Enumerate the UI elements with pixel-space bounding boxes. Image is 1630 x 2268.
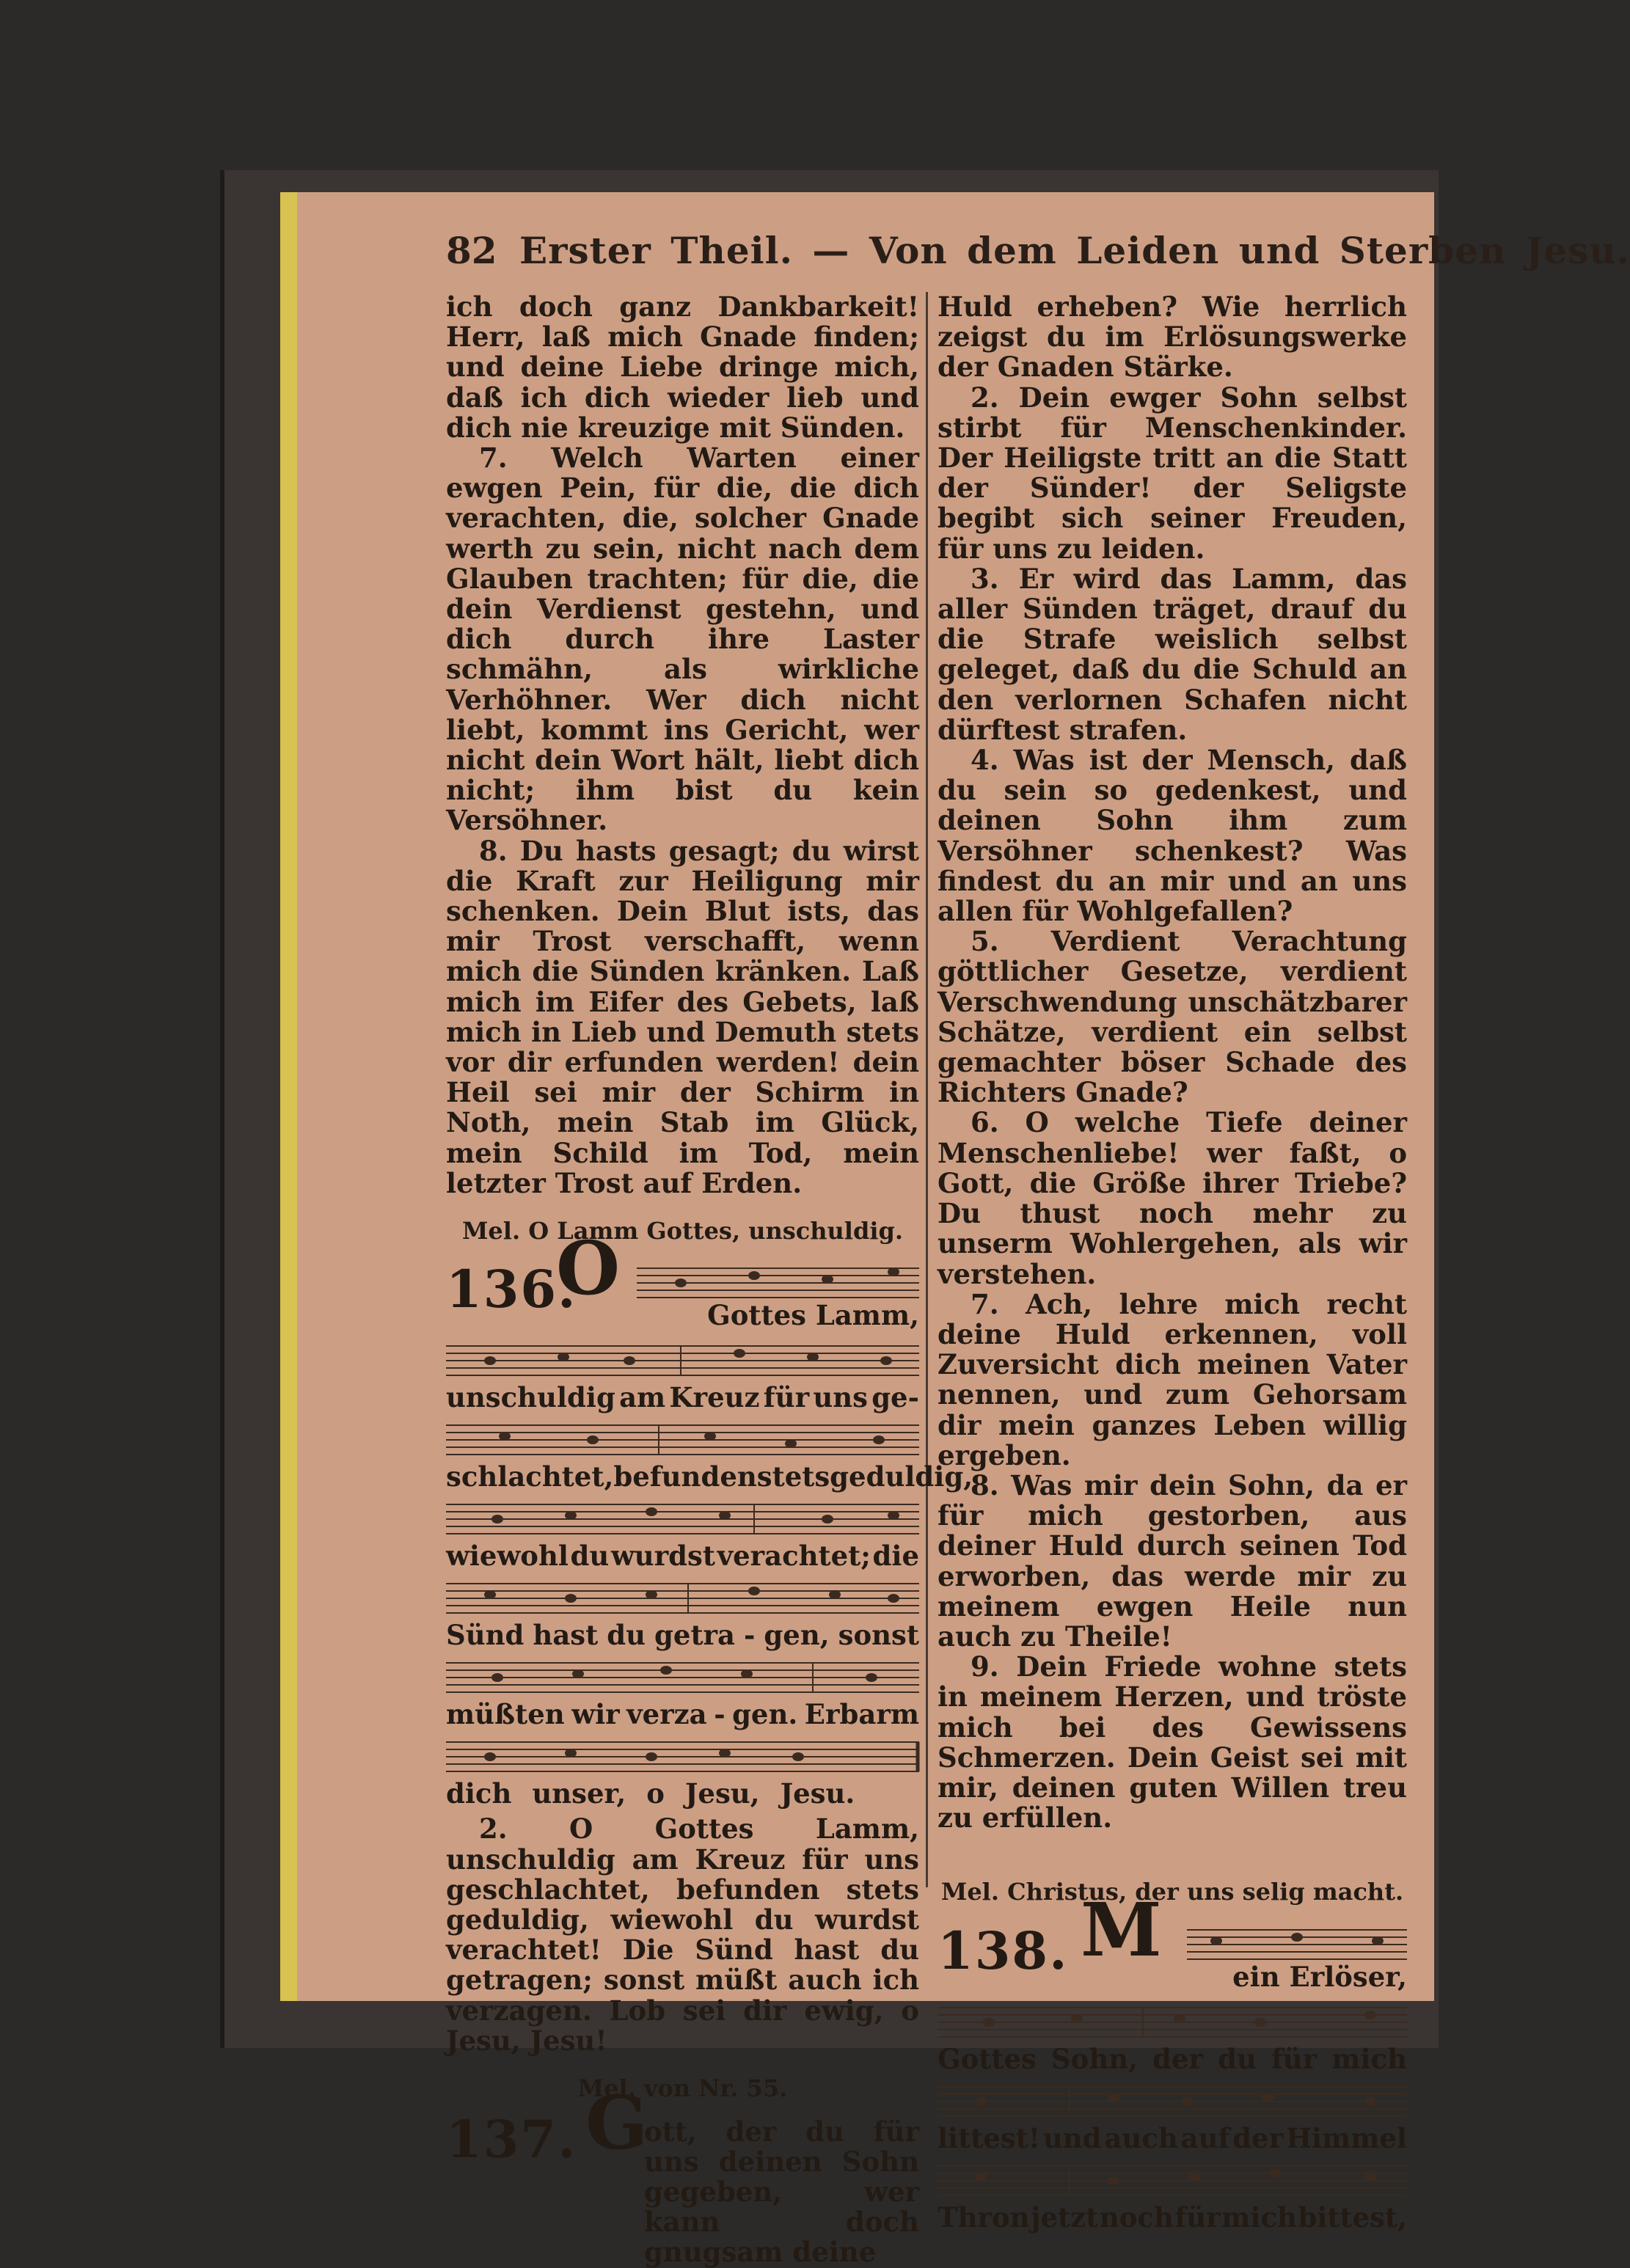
lyric-word: und	[1042, 2121, 1102, 2154]
melody-note-137: Mel. von Nr. 55.	[577, 2074, 788, 2102]
right-column	[938, 292, 1407, 2238]
music-staff	[446, 1424, 919, 1456]
lyric-word: dich	[446, 1777, 512, 1810]
hymn-136-verse-2: 2. O Gottes Lamm, unschuldig am Kreuz für uns geschlachtet, befunden stets geduldig, wiewohl du wurdst verachtet! Die Sünd hast du getragen; sonst müßt auch ich verzagen. Lob sei dir ewig, o Jesu, Jesu!	[446, 1812, 919, 2057]
lyric-word: Gottes	[938, 2042, 1037, 2075]
lyric-line	[446, 1377, 919, 1418]
hymn-number: 138.	[938, 1920, 1069, 1981]
verse-8: 8. Was mir dein Sohn, da er für mich gestorben, aus deiner Huld durch seinen Tod erworben, das werde mir zu meinem ewgen Heile nun auch zu Theile!	[938, 1468, 1407, 1653]
hymn-number: 136.	[446, 1259, 577, 1320]
music-staff	[938, 2006, 1407, 2038]
lyric-line	[446, 1773, 919, 1814]
lyric-word: der	[1152, 2042, 1203, 2075]
lyric-word: gen.	[732, 1698, 798, 1731]
drop-initial: O	[556, 1225, 621, 1312]
verse-8: 8. Du hasts gesagt; du wirst die Kraft zur Heiligung mir schenken. Dein Blut ists, das mir Trost verschafft, wenn mich die Sünden kränken. Laß mich im Eifer des Gebets, laß mich in Lieb und Demuth stets vor dir erfunden werden! dein Heil sei mir der Schirm in Noth, mein Stab im Glück, mein Schild im Tod, mein letzter Trost auf Erden.	[446, 834, 919, 1199]
verse-2: 2. Dein ewger Sohn selbst stirbt für Menschenkinder. Der Heiligste tritt an die Statt der Sünder! der Seligste begibt sich seiner Freuden, für uns zu leiden.	[938, 381, 1407, 565]
hymn-137-text: ott, der du für uns deinen Sohn gegeben, wer kann doch gnugsam deine	[644, 2115, 919, 2268]
lyric-word: -	[744, 1619, 756, 1652]
lyric-word: Jesu.	[780, 1777, 855, 1810]
lyric-word: du	[570, 1540, 610, 1573]
melody-note-136: Mel. O Lamm Gottes, unschuldig.	[462, 1217, 903, 1245]
hymn-lyric: ein Erlöser,	[1232, 1960, 1407, 1993]
lyric-line	[446, 1614, 919, 1656]
running-title: Erster Theil. — Von dem Leiden und Sterben Jesu.	[519, 229, 1630, 272]
lyric-word: mich	[1331, 2042, 1407, 2075]
music-staff	[1187, 1927, 1407, 1962]
lyric-word: für	[1271, 2042, 1317, 2075]
music-staff	[938, 2085, 1407, 2118]
lyric-word: ge-	[871, 1381, 919, 1414]
lyric-line	[938, 2197, 1407, 2238]
lyric-word: -	[714, 1698, 726, 1731]
lyric-word: Jesu,	[684, 1777, 760, 1810]
drop-initial: G	[585, 2079, 648, 2167]
lyric-line	[446, 1456, 973, 1497]
lyric-word: verza	[626, 1698, 707, 1731]
left-column	[446, 290, 973, 2268]
lyric-word: Kreuz	[669, 1381, 760, 1414]
lyric-word: verachtet;	[717, 1540, 871, 1573]
lyric-word: uns	[813, 1381, 868, 1414]
lyric-word: für	[763, 1381, 810, 1414]
hymn-136-score	[446, 1345, 973, 1814]
lyric-word: du	[607, 1619, 646, 1652]
lyric-word: gen,	[764, 1619, 830, 1652]
verse-6: 6. O welche Tiefe deiner Menschenliebe! wer faßt, o Gott, die Größe ihrer Triebe? Du thust noch mehr zu unserm Wohlergehen, als wir verstehen.	[938, 1106, 1407, 1290]
verse-9: 9. Dein Friede wohne stets in meinem Herzen, und tröste mich bei des Gewissens Schmerzen. Dein Geist sei mit mir, deinen guten Willen treu zu erfüllen.	[938, 1650, 1407, 1834]
verse-continuation: Huld erheben? Wie herrlich zeigst du im Erlösungswerke der Gnaden Stärke.	[938, 290, 1407, 384]
music-staff	[446, 1661, 919, 1694]
music-staff	[446, 1582, 919, 1614]
lyric-word: auch	[1104, 2121, 1178, 2154]
lyric-word: littest!	[938, 2121, 1040, 2154]
music-staff	[446, 1741, 919, 1773]
lyric-line	[938, 2038, 1407, 2079]
music-staff	[938, 2165, 1407, 2197]
lyric-word: o	[646, 1777, 665, 1810]
verse-4: 4. Was ist der Mensch, daß du sein so gedenkest, und deinen Sohn ihm zum Versöhner schenkest? Was findest du an mir und an uns allen für Wohlgefallen?	[938, 744, 1407, 928]
lyric-word: müßten	[446, 1698, 565, 1731]
lyric-word: mich	[1221, 2201, 1297, 2234]
lyric-word: getra	[654, 1619, 736, 1652]
lyric-word: am	[619, 1381, 666, 1414]
lyric-word: Thron	[938, 2201, 1030, 2234]
verse-5: 5. Verdient Verachtung göttlicher Gesetze, verdient Verschwendung unschätzbarer Schätze, verdient ein selbst gemachter böser Schade des Richters Gnade?	[938, 925, 1407, 1109]
lyric-word: Himmel	[1286, 2121, 1407, 2154]
hymn-number: 137.	[446, 2109, 577, 2170]
lyric-word: stets	[756, 1460, 830, 1493]
lyric-word: auf	[1180, 2121, 1230, 2154]
column-divider	[926, 292, 928, 1887]
lyric-word: noch	[1099, 2201, 1174, 2234]
lyric-word: hast	[533, 1619, 599, 1652]
page-number: 82	[446, 229, 497, 272]
lyric-line	[446, 1535, 919, 1576]
lyric-word: Erbarm	[804, 1698, 919, 1731]
verse-7: 7. Welch Warten einer ewgen Pein, für die, die dich verachten, die, solcher Gnade werth zu sein, nicht nach dem Glauben trachten; für die, die dein Verdienst gestehn, und dich durch ihre Laster schmähn, als wirkliche Verhöhner. Wer dich nicht liebt, kommt ins Gericht, wer nicht dein Wort hält, liebt dich nicht; ihm bist du kein Versöhner.	[446, 442, 919, 837]
lyric-word: geduldig,	[830, 1460, 973, 1493]
page-header	[446, 229, 1630, 277]
lyric-word: Sohn,	[1050, 2042, 1139, 2075]
lyric-word: schlachtet,	[446, 1460, 614, 1493]
lyric-word: du	[1218, 2042, 1257, 2075]
hymn-lyric: Gottes Lamm,	[707, 1299, 919, 1332]
lyric-word: befunden	[613, 1460, 757, 1493]
lyric-line	[446, 1694, 919, 1735]
lyric-word: unschuldig	[446, 1381, 615, 1414]
lyric-line	[938, 2118, 1407, 2159]
lyric-word: bittest,	[1298, 2201, 1407, 2234]
lyric-word: Sünd	[446, 1619, 525, 1652]
lyric-word: wurdst	[610, 1540, 715, 1573]
lyric-word: sonst	[838, 1619, 919, 1652]
lyric-word: für	[1174, 2201, 1221, 2234]
verse-continuation: ich doch ganz Dankbarkeit! Herr, laß mich Gnade finden; und deine Liebe dringe mich, daß ich dich wieder lieb und dich nie kreuzige mit Sünden.	[446, 290, 919, 444]
music-staff	[446, 1345, 919, 1377]
lyric-word: die	[872, 1540, 919, 1573]
lyric-word: jetzt	[1031, 2201, 1099, 2234]
melody-note-138: Mel. Christus, der uns selig macht.	[940, 1878, 1404, 1906]
hymn-138-score	[938, 2006, 1407, 2238]
lyric-word: wiewohl	[446, 1540, 569, 1573]
lyric-word: unser,	[532, 1777, 626, 1810]
drop-initial: M	[1081, 1886, 1162, 1973]
verse-3: 3. Er wird das Lamm, das aller Sünden träget, drauf du die Strafe weislich selbst geleget, daß du die Schuld an den verlornen Schafen nicht dürftest strafen.	[938, 562, 1407, 746]
lyric-word: wir	[571, 1698, 620, 1731]
music-staff	[446, 1503, 919, 1535]
lyric-word: der	[1232, 2121, 1284, 2154]
verse-7: 7. Ach, lehre mich recht deine Huld erkennen, voll Zuversicht dich meinen Vater nennen, und zum Gehorsam dir mein ganzes Leben willig ergeben.	[938, 1287, 1407, 1471]
music-staff	[637, 1265, 919, 1301]
